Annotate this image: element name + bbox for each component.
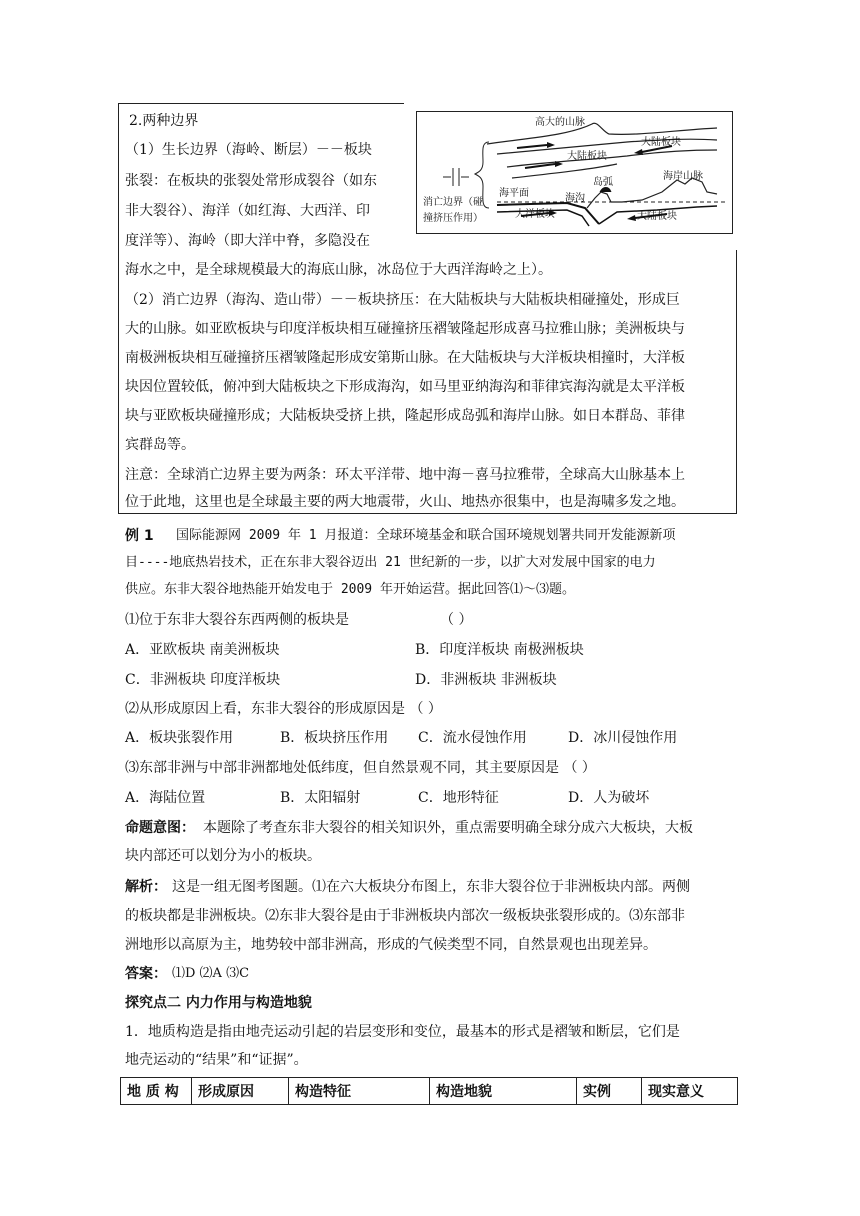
option-b: B．太阳辐射: [280, 790, 361, 806]
diagram-label-boundary: 消亡边界（碰: [423, 197, 483, 208]
text-line: 宾群岛等。: [125, 437, 195, 453]
table-header: 构造特征: [289, 1078, 430, 1105]
option-a: A．海陆位置: [125, 790, 206, 806]
diagram-label-boundary: 撞挤压作用）: [423, 213, 483, 224]
option-c: C．流水侵蚀作用: [418, 730, 527, 746]
box-border: [118, 103, 119, 514]
structure-table: [120, 1077, 738, 1105]
text-line: 块与亚欧板块碰撞形成；大陆板块受挤上拱，隆起形成岛弧和海岸山脉。如日本群岛、菲律: [125, 408, 685, 424]
box-border: [736, 250, 737, 514]
option-b: B．印度洋板块 南极洲板块: [415, 642, 584, 658]
option-d: D．人为破坏: [568, 790, 650, 806]
question-2: ⑵从形成原因上看，东非大裂谷的形成原因是 （ ）: [125, 701, 442, 717]
text-line: 地壳运动的“结果”和“证据”。: [125, 1052, 308, 1068]
diagram-label-continental-plate: 大陆板块: [567, 151, 607, 162]
explain-text: 这是一组无图考图题。⑴在六大板块分布图上，东非大裂谷位于非洲板块内部。两侧: [172, 879, 690, 895]
option-d: D．非洲板块 非洲板块: [415, 672, 557, 688]
text-line: 南极洲板块相互碰撞挤压褶皱隆起形成安第斯山脉。在大陆板块与大洋板块相撞时，大洋板: [125, 350, 685, 366]
box-border: [118, 103, 404, 104]
table-header: 形成原因: [192, 1078, 289, 1105]
table-header: 地 质 构: [121, 1078, 192, 1105]
option-d: D．冰川侵蚀作用: [568, 730, 678, 746]
explain-text: 的板块都是非洲板块。⑵东非大裂谷是由于非洲板块内部次一级板块张裂形成的。⑶东部非: [125, 908, 685, 924]
section-heading: 2.两种边界: [129, 113, 199, 129]
section-heading: 探究点二 内力作用与构造地貌: [125, 995, 312, 1011]
intent-text: 本题除了考查东非大裂谷的相关知识外，重点需要明确全球分成六大板块，大板: [203, 820, 693, 836]
intent-label: 命题意图：: [125, 820, 195, 836]
option-b: B．板块挤压作用: [280, 730, 389, 746]
box-border: [118, 513, 737, 514]
option-c: C．地形特征: [418, 790, 499, 806]
diagram-label-island-arc: 岛弧: [593, 177, 613, 188]
diagram-label-continental-plate: 大陆板块: [641, 137, 681, 148]
text-line: 大的山脉。如亚欧板块与印度洋板块相互碰撞挤压褶皱隆起形成喜马拉雅山脉；美洲板块与: [125, 321, 685, 337]
answer-label: 答案：: [125, 966, 167, 982]
text-line: 度洋等）、海岭（即大洋中脊，多隐没在: [125, 233, 370, 249]
intent-text: 块内部还可以划分为小的板块。: [125, 848, 321, 864]
question-1: ⑴位于东非大裂谷东西两侧的板块是: [125, 612, 349, 628]
answer-text: ⑴D ⑵A ⑶C: [172, 966, 250, 981]
table-header: 构造地貌: [430, 1078, 577, 1105]
question-3: ⑶东部非洲与中部非洲都地处低纬度，但自然景观不同，其主要原因是 （ ）: [125, 760, 596, 776]
option-c: C．非洲板块 印度洋板块: [125, 672, 281, 688]
explain-label: 解析：: [125, 879, 167, 895]
diagram-label-continental-plate: 大陆板块: [637, 211, 677, 222]
option-a: A．板块张裂作用: [125, 730, 234, 746]
explain-text: 洲地形以高原为主，地势较中部非洲高，形成的气候类型不同，自然景观也出现差异。: [125, 937, 657, 953]
table-header: 现实意义: [642, 1078, 738, 1105]
example-text: 供应。东非大裂谷地热能开始发电于 2009 年开始运营。据此回答⑴～⑶题。: [125, 582, 575, 597]
text-line: 张裂：在板块的张裂处常形成裂谷（如东: [125, 173, 377, 189]
example-text: 目----地底热岩技术，正在东非大裂谷迈出 21 世纪新的一步，以扩大对发展中国家的电力: [125, 555, 656, 570]
question-1-bracket: （ ）: [440, 612, 473, 628]
diagram-label-oceanic-plate: 大洋板块: [515, 209, 555, 220]
table-header: 实例: [577, 1078, 642, 1105]
diagram-label-sea-level: 海平面: [499, 188, 529, 199]
text-line: （1）生长边界（海岭、断层）－－板块: [125, 142, 372, 158]
diagram-label-trench: 海沟: [565, 193, 585, 204]
text-line: 块因位置较低，俯冲到大陆板块之下形成海沟，如马里亚纳海沟和菲律宾海沟就是太平洋板: [125, 379, 685, 395]
text-line: 非大裂谷）、海洋（如红海、大西洋、印: [125, 203, 370, 219]
diagram-label-coastal-range: 海岸山脉: [663, 171, 703, 182]
table-header-row: [121, 1078, 738, 1105]
note-line: 注意：全球消亡边界主要为两条：环太平洋带、地中海－喜马拉雅带，全球高大山脉基本上: [125, 467, 685, 483]
plate-boundary-diagram: [416, 111, 733, 234]
example-text: 国际能源网 2009 年 1 月报道：全球环境基金和联合国环境规划署共同开发能源新项: [176, 528, 676, 543]
text-line: （2）消亡边界（海沟、造山带）－－板块挤压：在大陆板块与大陆板块相碰撞处，形成巨: [125, 292, 680, 308]
example-label: 例 1: [125, 528, 154, 544]
text-line: 海水之中，是全球规模最大的海底山脉，冰岛位于大西洋海岭之上）。: [125, 262, 552, 278]
option-a: A．亚欧板块 南美洲板块: [125, 642, 280, 658]
text-line: 1．地质构造是指由地壳运动引起的岩层变形和变位，最基本的形式是褶皱和断层，它们是: [125, 1024, 680, 1040]
note-line: 位于此地，这里也是全球最主要的两大地震带，火山、地热亦很集中，也是海啸多发之地。: [125, 494, 685, 510]
diagram-label-mountain: 高大的山脉: [535, 117, 585, 128]
